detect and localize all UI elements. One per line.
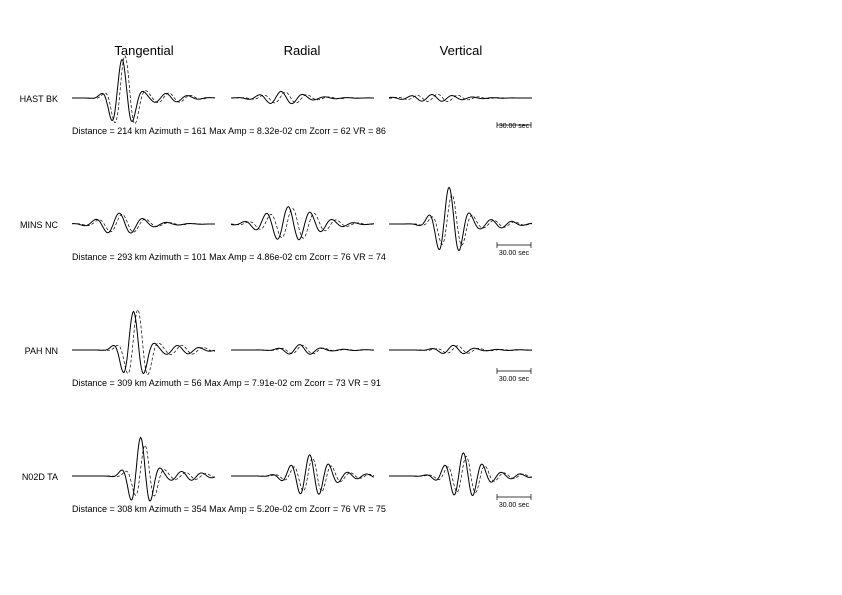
observed-waveform-vertical — [389, 453, 532, 496]
observed-waveform-radial — [231, 345, 374, 355]
column-title-tangential: Tangential — [114, 43, 174, 58]
station-row — [25, 346, 531, 388]
observed-waveform-vertical — [389, 95, 532, 102]
time-scale-label: 30.00 sec — [498, 502, 530, 509]
time-scale-bar — [497, 494, 531, 509]
station-info-line: Distance = 214 km Azimuth = 161 Max Amp = 8.32e-02 cm Zcorr = 62 VR = 86 — [72, 126, 386, 136]
waveform-traces — [72, 56, 532, 501]
station-label: MINS NC — [20, 220, 58, 230]
synthetic-waveform-radial — [231, 92, 374, 103]
time-scale-label: 30.00 sec — [498, 376, 530, 383]
station-row — [22, 472, 531, 514]
synthetic-waveform-tangential — [72, 56, 215, 124]
column-titles — [114, 43, 482, 58]
column-title-vertical: Vertical — [439, 43, 483, 58]
station-label: HAST BK — [19, 94, 58, 104]
time-scale-bar — [497, 368, 531, 383]
time-scale-label: 30.00 sec — [498, 123, 530, 130]
observed-waveform-radial — [231, 207, 374, 240]
observed-waveform-tangential — [72, 60, 215, 122]
observed-waveform-radial — [231, 455, 374, 495]
station-row — [20, 94, 531, 136]
column-title-radial: Radial — [283, 43, 321, 58]
time-scale-bar — [497, 122, 531, 130]
station-info-line: Distance = 308 km Azimuth = 354 Max Amp = 5.20e-02 cm Zcorr = 76 VR = 75 — [72, 504, 386, 514]
station-label: N02D TA — [21, 472, 58, 482]
time-scale-bar — [497, 242, 531, 257]
time-scale-label: 30.00 sec — [498, 250, 530, 257]
synthetic-waveform-radial — [231, 458, 374, 492]
synthetic-waveform-vertical — [389, 195, 532, 245]
station-info-line: Distance = 309 km Azimuth = 56 Max Amp = 7.91e-02 cm Zcorr = 73 VR = 91 — [72, 378, 381, 388]
observed-waveform-tangential — [72, 438, 215, 502]
observed-waveform-tangential — [72, 312, 215, 374]
station-label: PAH NN — [24, 346, 58, 356]
observed-waveform-vertical — [389, 345, 532, 353]
station-info-line: Distance = 293 km Azimuth = 101 Max Amp = 4.86e-02 cm Zcorr = 76 VR = 74 — [72, 252, 386, 262]
synthetic-waveform-tangential — [72, 310, 215, 375]
observed-waveform-vertical — [389, 187, 532, 250]
